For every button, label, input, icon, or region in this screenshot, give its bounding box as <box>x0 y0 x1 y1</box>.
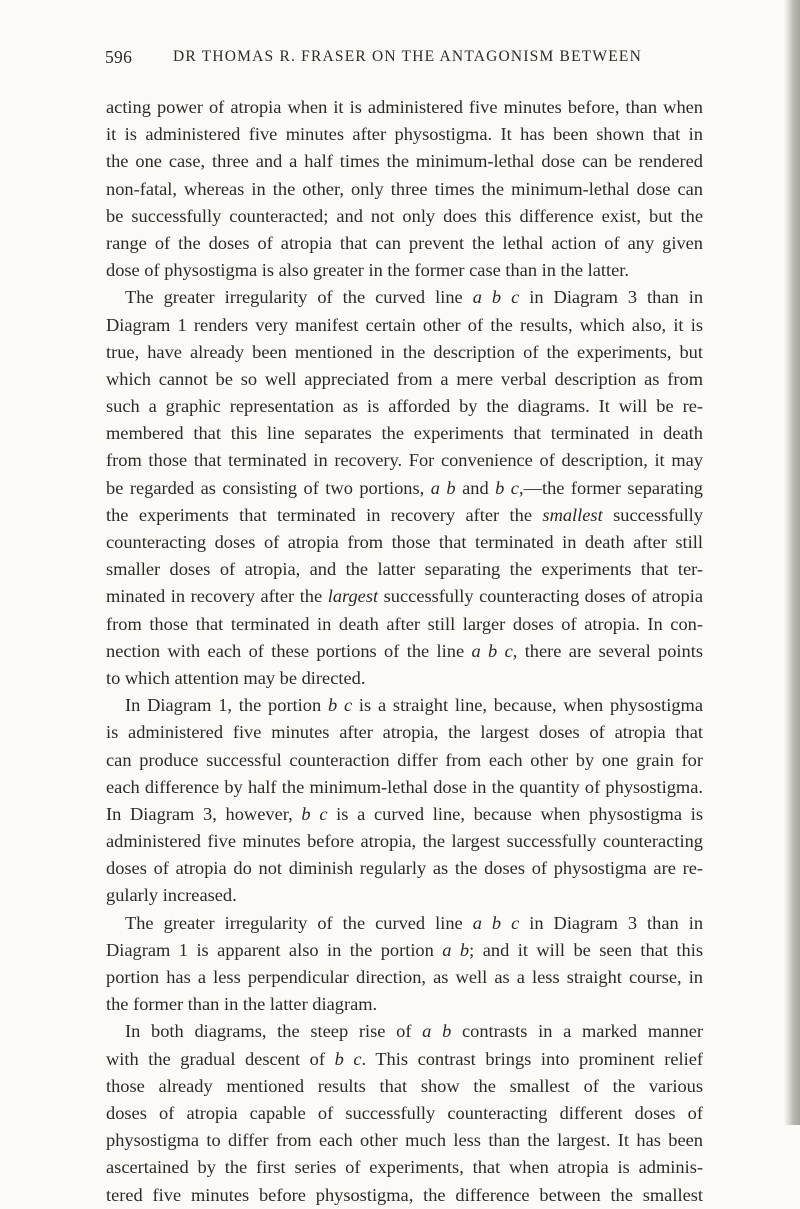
text-segment: be successfully counteracted; and not only does this difference exist, but the <box>106 205 703 226</box>
text-segment: tered five minutes before physostigma, the difference between the smallest <box>106 1184 703 1205</box>
text-segment: The greater irregularity of the curved line <box>125 287 473 308</box>
text-segment: it is administered five minutes after physostigma. It has been shown that in <box>106 124 703 145</box>
text-line <box>106 176 703 203</box>
text-line <box>106 284 703 311</box>
text-segment: ascertained by the first series of experiments, that when atropia is adminis- <box>106 1157 703 1178</box>
text-line <box>106 148 703 175</box>
text-segment: be regarded as consisting of two portions, <box>106 477 431 498</box>
text-line <box>106 1127 703 1154</box>
text-segment: ,—the former separating <box>518 477 703 498</box>
text-segment: Diagram 1 renders very manifest certain other of the results, which also, it is <box>106 314 703 335</box>
text-segment: the one case, three and a half times the minimum-lethal dose can be rendered <box>106 151 703 172</box>
italic-text-segment: b c <box>495 477 519 498</box>
text-segment: . This contrast brings into prominent relief <box>361 1048 703 1069</box>
italic-text-segment: largest <box>327 586 379 607</box>
text-line <box>106 855 703 882</box>
text-segment: Diagram 1 is apparent also in the portion <box>106 939 443 960</box>
text-segment: portion has a less perpendicular direction, as well as a less straight course, in <box>106 967 703 987</box>
text-segment: the experiments that terminated in recovery after the <box>106 504 543 525</box>
text-segment: in Diagram 3 than in <box>519 912 703 933</box>
text-line <box>106 230 703 257</box>
text-line <box>106 991 703 1018</box>
body-text <box>106 94 703 1209</box>
text-line <box>106 1018 703 1045</box>
text-segment: which cannot be so well appreciated from a mere verbal description as from <box>106 368 703 389</box>
text-segment: In Diagram 3, however, <box>106 803 302 824</box>
text-segment: smaller doses of atropia, and the latter separating the experiments that ter- <box>106 559 703 580</box>
text-segment: with the gradual descent of <box>106 1048 335 1069</box>
text-line <box>106 692 703 719</box>
text-line <box>106 393 703 420</box>
text-line <box>106 121 703 148</box>
text-segment: from those that terminated in recovery. For convenience of description, it may <box>106 450 703 471</box>
text-line <box>106 828 703 855</box>
italic-text-segment: a b c <box>472 912 520 933</box>
running-head <box>0 47 800 77</box>
text-line <box>106 747 703 774</box>
text-segment: is a straight line, because, when physostigma <box>352 695 703 716</box>
italic-text-segment: a b <box>430 477 456 498</box>
text-line <box>106 801 703 828</box>
text-line <box>106 665 703 692</box>
text-line <box>106 556 703 583</box>
text-line <box>106 1046 703 1073</box>
text-segment: those already mentioned results that show the smallest of the various <box>106 1075 703 1096</box>
text-segment: in Diagram 3 than in <box>519 287 703 308</box>
text-segment: acting power of atropia when it is administered five minutes before, than when <box>106 97 703 117</box>
italic-text-segment: a b c <box>471 640 513 661</box>
text-segment: membered that this line separates the experiments that terminated in death <box>106 423 703 444</box>
text-line <box>106 447 703 474</box>
text-segment: is administered five minutes after atropia, the largest doses of atropia that <box>106 722 703 743</box>
text-line <box>106 1100 703 1127</box>
text-line <box>106 719 703 746</box>
page-number: 596 <box>105 47 133 67</box>
text-segment: counteracting doses of atropia from those that terminated in death after still <box>106 532 703 552</box>
italic-text-segment: a b c <box>472 287 520 308</box>
text-segment: range of the doses of atropia that can prevent the lethal action of any given <box>106 232 703 253</box>
text-line <box>106 312 703 339</box>
text-line <box>106 257 703 284</box>
text-segment: dose of physostigma is also greater in the former case than in the latter. <box>106 260 629 281</box>
text-segment: minated in recovery after the <box>106 586 328 607</box>
text-segment: The greater irregularity of the curved line <box>125 912 473 933</box>
text-segment: from those that terminated in death after still larger doses of atropia. In con- <box>106 613 703 634</box>
text-line <box>106 1182 703 1209</box>
text-segment: doses of atropia do not diminish regularly as the doses of physostigma are re- <box>106 858 703 879</box>
text-segment: the former than in the latter diagram. <box>106 994 378 1015</box>
text-line <box>106 94 703 121</box>
text-segment: to which attention may be directed. <box>106 667 366 688</box>
text-segment: , there are several points <box>512 640 703 661</box>
text-segment: successfully counteracting doses of atropia <box>378 586 703 607</box>
italic-text-segment: b c <box>301 803 328 824</box>
text-line <box>106 502 703 529</box>
italic-text-segment: smallest <box>542 504 603 525</box>
text-line <box>106 910 703 937</box>
text-segment: such a graphic representation as is afforded by the diagrams. It will be re- <box>106 396 703 417</box>
text-segment: can produce successful counteraction differ from each other by one grain for <box>106 749 703 770</box>
text-segment: is a curved line, because when physostigma is <box>327 803 703 824</box>
text-line <box>106 774 703 801</box>
text-segment: nection with each of these portions of the line <box>106 640 472 661</box>
text-segment: ; and it will be seen that this <box>469 939 703 960</box>
text-line <box>106 937 703 964</box>
text-segment: In both diagrams, the steep rise of <box>125 1021 423 1042</box>
text-line <box>106 583 703 610</box>
text-line <box>106 366 703 393</box>
text-segment: administered five minutes before atropia, the largest successfully counteracting <box>106 831 703 852</box>
text-segment: doses of atropia capable of successfully counteracting different doses of <box>106 1102 703 1123</box>
text-line <box>106 1154 703 1181</box>
text-segment: true, have already been mentioned in the description of the experiments, but <box>106 341 703 362</box>
text-line <box>106 339 703 366</box>
text-line <box>106 882 703 909</box>
text-line <box>106 475 703 502</box>
page-edge-shadow <box>784 0 800 1125</box>
text-line <box>106 1073 703 1100</box>
italic-text-segment: a b <box>422 1021 452 1042</box>
italic-text-segment: b c <box>334 1048 362 1069</box>
text-segment: and <box>455 477 496 498</box>
text-line <box>106 203 703 230</box>
text-line <box>106 611 703 638</box>
italic-text-segment: a b <box>442 939 470 960</box>
text-segment: physostigma to differ from each other much less than the largest. It has been <box>106 1130 703 1151</box>
text-line <box>106 964 703 991</box>
italic-text-segment: b c <box>327 695 353 716</box>
running-head-title: DR THOMAS R. FRASER ON THE ANTAGONISM BETWEEN <box>173 48 642 65</box>
text-line <box>106 420 703 447</box>
text-line <box>106 529 703 556</box>
text-line <box>106 638 703 665</box>
text-segment: each difference by half the minimum-lethal dose in the quantity of physostigma. <box>106 776 703 797</box>
text-segment: successfully <box>602 504 703 525</box>
text-segment: contrasts in a marked manner <box>451 1021 703 1042</box>
text-segment: In Diagram 1, the portion <box>125 695 328 716</box>
text-segment: gularly increased. <box>106 885 237 906</box>
text-segment: non-fatal, whereas in the other, only three times the minimum-lethal dose can <box>106 178 703 199</box>
